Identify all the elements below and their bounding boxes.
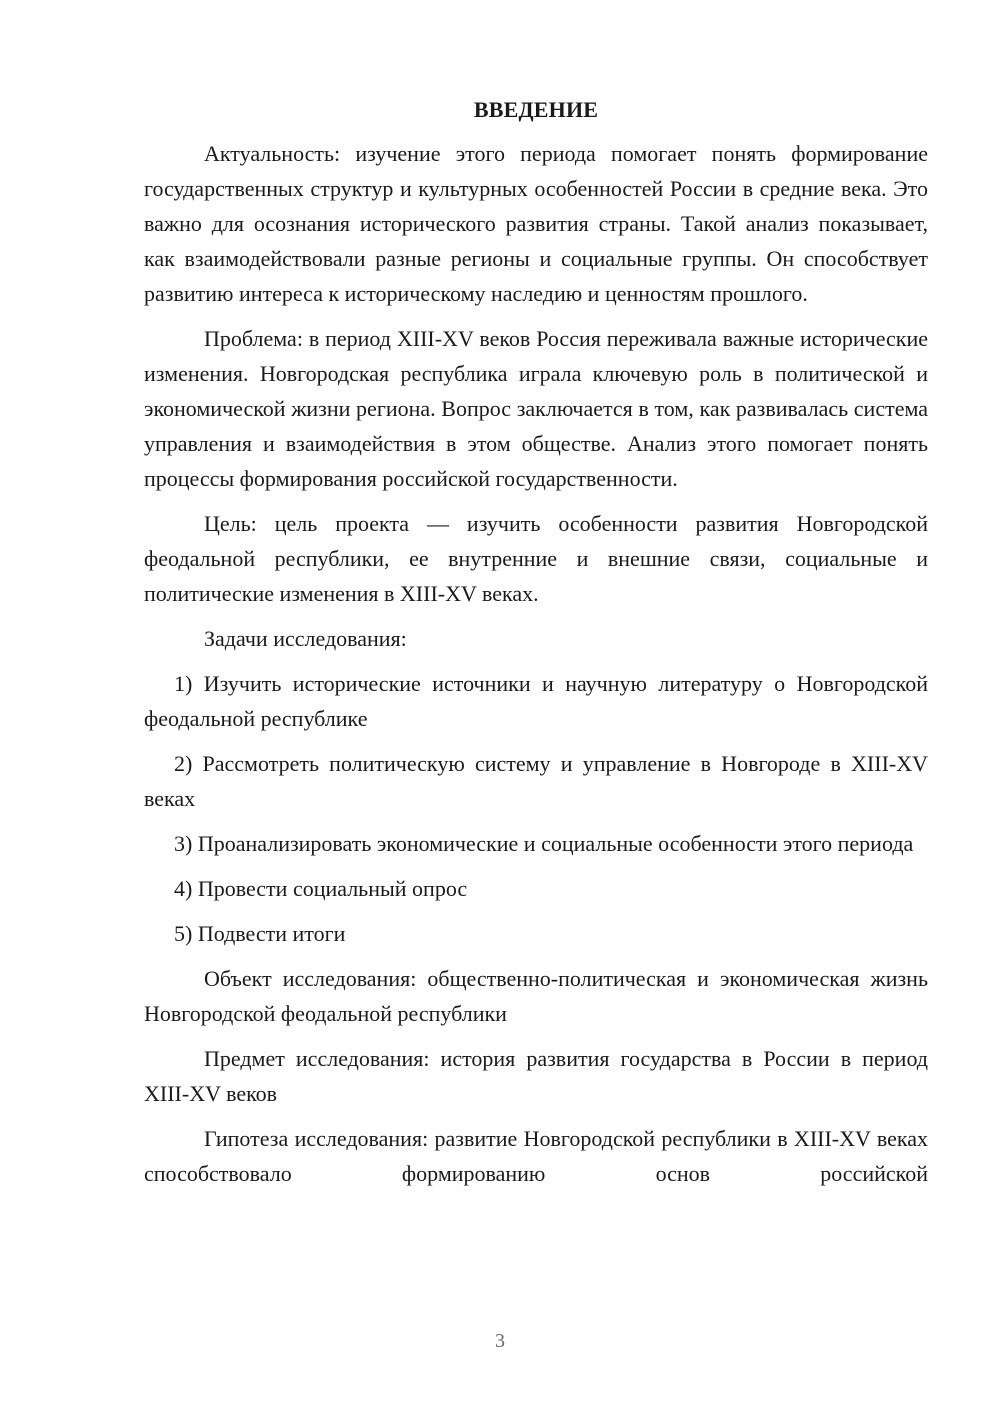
task-item: 5) Подвести итоги xyxy=(174,921,346,946)
task-item: 1) Изучить исторические источники и научную литературу о Новгородской феодальной республике xyxy=(144,671,928,731)
task-item: 2) Рассмотреть политическую систему и управление в Новгороде в XIII-XV веках xyxy=(144,751,928,811)
paragraph-subject: Предмет исследования: история развития государства в России в период XIII-XV веков xyxy=(144,1046,928,1106)
paragraph-relevance: Актуальность: изучение этого периода помогает понять формирование государственных структур и культурных особенностей России в средние века. Это важно для осознания исторического развития страны. Такой анализ показывает, как взаимодействовали разные регионы и социальные группы. Он способствует развитию интереса к историческому наследию и ценностям прошлого. xyxy=(144,141,928,306)
paragraph-problem: Проблема: в период XIII-XV веков Россия переживала важные исторические изменения. Новгородская республика играла ключевую роль в политической и экономической жизни региона. Вопрос заключается в том, как развивалась система управления и взаимодействия в этом обществе. Анализ этого помогает понять процессы формирования российской государственности. xyxy=(144,326,928,491)
section-title: ВВЕДЕНИЕ xyxy=(473,97,599,122)
task-item: 4) Провести социальный опрос xyxy=(174,876,468,901)
page-number: 3 xyxy=(495,1330,505,1352)
tasks-heading: Задачи исследования: xyxy=(204,626,407,651)
document-page xyxy=(144,92,928,1201)
paragraph-hypothesis: Гипотеза исследования: развитие Новгородской республики в XIII-XV веках способствовало формированию основ российской xyxy=(144,1126,928,1186)
task-item: 3) Проанализировать экономические и социальные особенности этого периода xyxy=(174,831,914,856)
paragraph-object: Объект исследования: общественно-политическая и экономическая жизнь Новгородской феодальной республики xyxy=(144,966,928,1026)
paragraph-goal: Цель: цель проекта — изучить особенности развития Новгородской феодальной республики, ее внутренние и внешние связи, социальные и политические изменения в XIII-XV веках. xyxy=(144,511,928,606)
